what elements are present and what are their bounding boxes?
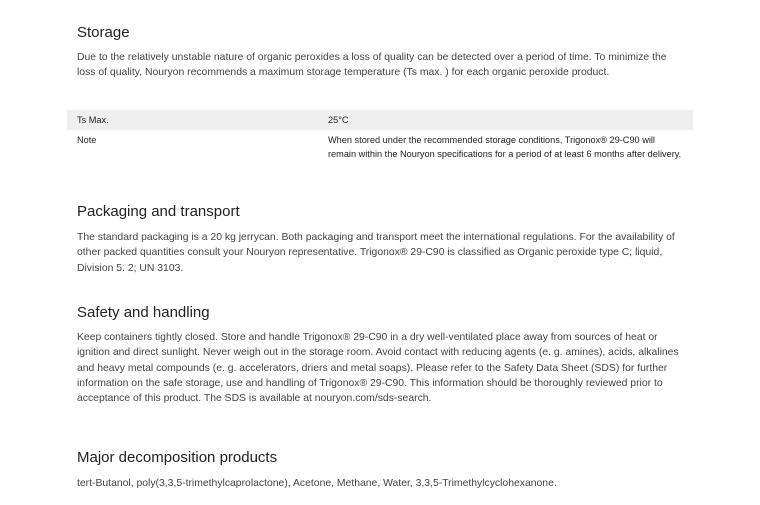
spec-label: Note: [77, 135, 97, 145]
storage-text: Due to the relatively unstable nature of organic peroxides a loss of quality can be detected over a period of time. To minimize the loss of quality, Nouryon recommends a maximum storage temperature (Ts max. ) for each organic peroxide product.: [77, 52, 667, 79]
spec-row-ts-max: [67, 110, 693, 130]
packaging-heading: Packaging and transport: [77, 203, 240, 220]
decomposition-text: tert-Butanol, poly(3,3,5-trimethylcaprolactone), Acetone, Methane, Water, 3,3,5-Trimethylcyclohexanone.: [77, 478, 557, 489]
packaging-text: The standard packaging is a 20 kg jerrycan. Both packaging and transport meet the international regulations. For the availability of other packed quantities consult your Nouryon representative. Trigonox® 29-C90 is classified as Organic peroxide type C; liquid, Division 5. 2; UN 3103.: [77, 232, 675, 274]
spec-row-note: [67, 130, 693, 161]
storage-spec-table: [67, 110, 693, 161]
safety-text: Keep containers tightly closed. Store and handle Trigonox® 29-C90 in a dry well-ventilated place away from sources of heat or ignition and direct sunlight. Never weigh out in the storage room. Avoid contact with reducing agents (e. g. amines), acids, alkalines and heavy metal compounds (e. g. accelerators, driers and metal soaps). Please refer to the Safety Data Sheet (SDS) for further information on the safe storage, use and handling of Trigonox® 29-C90. This information should be thoroughly reviewed prior to acceptance of this product. The SDS is available at nouryon.com/sds-search.: [77, 332, 679, 405]
spec-value: 25°C: [328, 115, 349, 125]
safety-heading: Safety and handling: [77, 304, 210, 321]
decomposition-heading: Major decomposition products: [77, 449, 278, 466]
storage-heading: Storage: [77, 24, 130, 41]
spec-label: Ts Max.: [77, 115, 109, 125]
spec-value: When stored under the recommended storage conditions, Trigonox® 29-C90 will remain within the Nouryon specifications for a period of at least 6 months after delivery.: [328, 135, 682, 159]
